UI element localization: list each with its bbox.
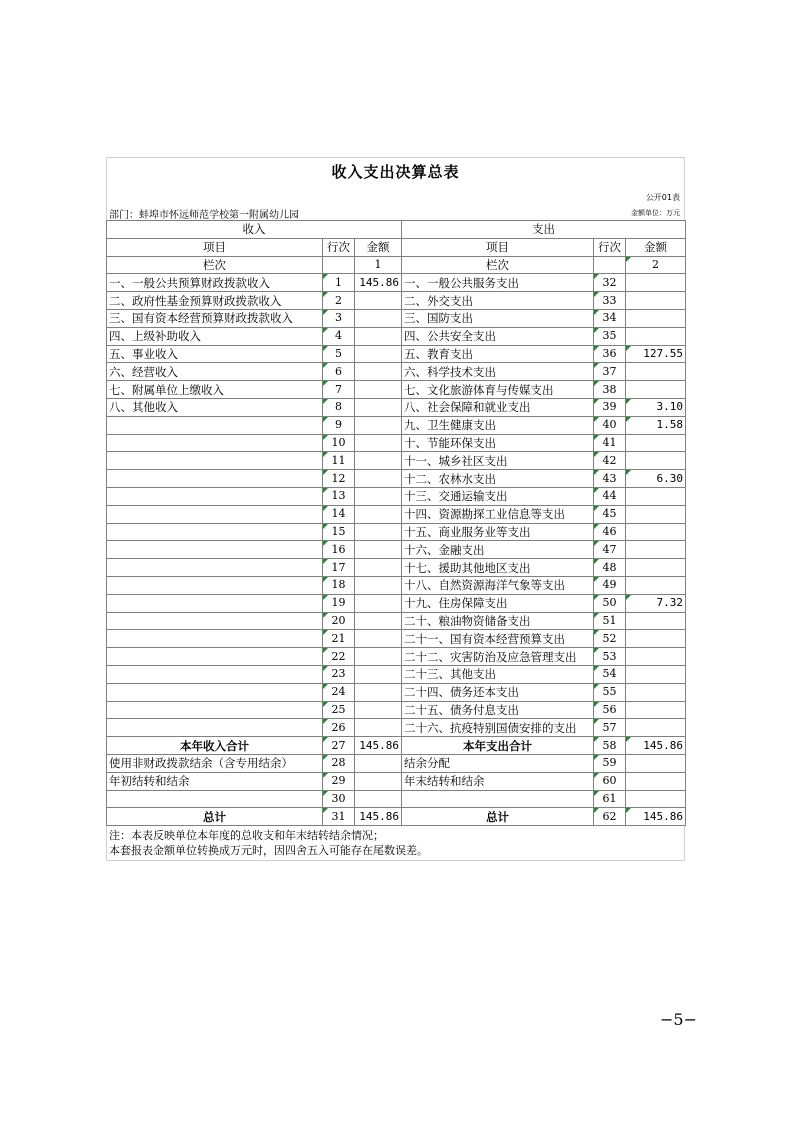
expense-amount-cell [626, 665, 686, 683]
income-amount-cell [355, 327, 402, 345]
income-amount-cell [355, 292, 402, 310]
expense-item-cell: 本年支出合计 [402, 737, 594, 755]
income-item-cell: 本年收入合计 [107, 737, 323, 755]
table-row [107, 683, 686, 701]
expense-column-label: 栏次 [402, 256, 594, 274]
expense-line-cell: 51 [594, 612, 626, 630]
income-amount-cell [355, 309, 402, 327]
expense-line-cell: 39 [594, 398, 626, 416]
income-item-cell: 二、政府性基金预算财政拨款收入 [107, 292, 323, 310]
income-line-cell: 13 [323, 487, 355, 505]
income-amount-cell [355, 398, 402, 416]
table-row [107, 470, 686, 488]
income-line-cell: 17 [323, 559, 355, 577]
income-item-cell [107, 576, 323, 594]
notes-block [106, 826, 685, 861]
income-line-cell: 19 [323, 594, 355, 612]
expense-line-cell: 55 [594, 683, 626, 701]
expense-amount-cell [626, 719, 686, 737]
expense-line-cell: 37 [594, 363, 626, 381]
table-row [107, 523, 686, 541]
income-amount-cell [355, 665, 402, 683]
expense-column-number: 2 [626, 256, 686, 274]
expense-line-cell: 45 [594, 505, 626, 523]
table-row [107, 434, 686, 452]
income-line-cell: 8 [323, 398, 355, 416]
income-item-cell [107, 701, 323, 719]
expense-item-cell: 二十二、灾害防治及应急管理支出 [402, 648, 594, 666]
income-line-cell: 9 [323, 416, 355, 434]
income-line-cell: 22 [323, 648, 355, 666]
income-amount-cell [355, 683, 402, 701]
expense-item-cell: 结余分配 [402, 754, 594, 772]
income-item-cell: 五、事业收入 [107, 345, 323, 363]
income-item-cell [107, 452, 323, 470]
table-row [107, 274, 686, 292]
section-header-row [107, 221, 686, 239]
expense-amount-cell [626, 648, 686, 666]
expense-amount-cell [626, 292, 686, 310]
income-line-cell: 27 [323, 737, 355, 755]
income-item-cell: 使用非财政拨款结余（含专用结余） [107, 754, 323, 772]
income-amount-cell [355, 381, 402, 399]
expense-item-cell: 十四、资源勘探工业信息等支出 [402, 505, 594, 523]
expense-amount-cell [626, 612, 686, 630]
income-line-cell: 29 [323, 772, 355, 790]
income-item-header: 项目 [107, 238, 323, 256]
expense-section-header: 支出 [402, 221, 686, 239]
table-row [107, 345, 686, 363]
expense-item-cell: 七、文化旅游体育与传媒支出 [402, 381, 594, 399]
expense-amount-cell [626, 630, 686, 648]
income-item-cell [107, 487, 323, 505]
income-line-cell: 16 [323, 541, 355, 559]
income-line-cell: 24 [323, 683, 355, 701]
table-row [107, 594, 686, 612]
table-row [107, 505, 686, 523]
income-amount-header: 金额 [355, 238, 402, 256]
income-line-cell: 3 [323, 309, 355, 327]
expense-amount-cell: 145.86 [626, 737, 686, 755]
expense-amount-cell [626, 452, 686, 470]
income-item-cell: 三、国有资本经营预算财政拨款收入 [107, 309, 323, 327]
table-code: 公开01表 [645, 193, 680, 202]
expense-line-cell: 48 [594, 559, 626, 577]
expense-amount-cell: 1.58 [626, 416, 686, 434]
income-amount-cell [355, 434, 402, 452]
table-row [107, 630, 686, 648]
table-row [107, 541, 686, 559]
income-item-cell [107, 470, 323, 488]
income-item-cell [107, 719, 323, 737]
expense-item-cell: 三、国防支出 [402, 309, 594, 327]
expense-amount-cell [626, 523, 686, 541]
income-item-cell [107, 523, 323, 541]
income-item-cell [107, 683, 323, 701]
income-amount-cell: 145.86 [355, 737, 402, 755]
expense-item-cell: 十六、金融支出 [402, 541, 594, 559]
expense-item-cell: 十二、农林水支出 [402, 470, 594, 488]
expense-amount-cell [626, 576, 686, 594]
income-line-cell: 23 [323, 665, 355, 683]
report-title: 收入支出决算总表 [106, 157, 685, 184]
income-item-cell: 四、上级补助收入 [107, 327, 323, 345]
expense-item-header: 项目 [402, 238, 594, 256]
table-row [107, 398, 686, 416]
expense-amount-cell [626, 274, 686, 292]
expense-line-cell: 59 [594, 754, 626, 772]
income-amount-cell [355, 772, 402, 790]
income-item-cell [107, 541, 323, 559]
income-amount-cell [355, 541, 402, 559]
expense-line-cell: 49 [594, 576, 626, 594]
expense-amount-cell: 7.32 [626, 594, 686, 612]
table-row [107, 612, 686, 630]
expense-item-cell: 二十四、债务还本支出 [402, 683, 594, 701]
expense-item-cell: 九、卫生健康支出 [402, 416, 594, 434]
income-amount-cell [355, 576, 402, 594]
expense-line-cell: 61 [594, 790, 626, 808]
expense-item-cell: 十三、交通运输支出 [402, 487, 594, 505]
expense-item-cell: 十七、援助其他地区支出 [402, 559, 594, 577]
income-item-cell [107, 505, 323, 523]
expense-line-cell: 57 [594, 719, 626, 737]
expense-item-cell: 五、教育支出 [402, 345, 594, 363]
income-line-cell: 31 [323, 808, 355, 826]
income-line-cell: 18 [323, 576, 355, 594]
expense-item-cell: 四、公共安全支出 [402, 327, 594, 345]
column-header-row [107, 238, 686, 256]
expense-line-cell: 62 [594, 808, 626, 826]
expense-amount-cell [626, 772, 686, 790]
expense-line-cell: 46 [594, 523, 626, 541]
report-sheet [106, 157, 685, 861]
expense-amount-cell [626, 434, 686, 452]
department-row [106, 204, 685, 220]
unit-label: 金额单位：万元 [631, 209, 680, 217]
department-label: 部门：蚌埠市怀远师范学校第一附属幼儿园 [109, 210, 299, 221]
column-index-row [107, 256, 686, 274]
expense-amount-cell [626, 309, 686, 327]
income-item-cell [107, 416, 323, 434]
expense-line-cell: 32 [594, 274, 626, 292]
income-line-cell: 4 [323, 327, 355, 345]
income-item-cell: 年初结转和结余 [107, 772, 323, 790]
income-line-index [323, 256, 355, 274]
income-amount-cell [355, 648, 402, 666]
income-item-cell [107, 612, 323, 630]
table-row [107, 719, 686, 737]
income-item-cell: 一、一般公共预算财政拨款收入 [107, 274, 323, 292]
expense-amount-cell [626, 754, 686, 772]
income-amount-cell [355, 612, 402, 630]
table-row [107, 790, 686, 808]
income-line-cell: 21 [323, 630, 355, 648]
income-amount-cell [355, 719, 402, 737]
expense-line-cell: 56 [594, 701, 626, 719]
income-amount-cell [355, 505, 402, 523]
expense-line-cell: 53 [594, 648, 626, 666]
income-amount-cell [355, 345, 402, 363]
income-item-cell [107, 559, 323, 577]
expense-line-cell: 40 [594, 416, 626, 434]
expense-amount-cell [626, 790, 686, 808]
expense-item-cell: 二十、粮油物资储备支出 [402, 612, 594, 630]
income-line-header: 行次 [323, 238, 355, 256]
income-item-cell [107, 665, 323, 683]
table-row [107, 363, 686, 381]
meta-row [106, 184, 685, 204]
table-row [107, 665, 686, 683]
expense-line-cell: 34 [594, 309, 626, 327]
income-line-cell: 7 [323, 381, 355, 399]
expense-item-cell: 二、外交支出 [402, 292, 594, 310]
expense-amount-cell [626, 541, 686, 559]
expense-line-cell: 44 [594, 487, 626, 505]
expense-amount-cell: 3.10 [626, 398, 686, 416]
table-row [107, 327, 686, 345]
expense-line-cell: 38 [594, 381, 626, 399]
income-expense-table [106, 220, 686, 826]
income-line-cell: 6 [323, 363, 355, 381]
income-line-cell: 30 [323, 790, 355, 808]
expense-line-header: 行次 [594, 238, 626, 256]
income-amount-cell [355, 470, 402, 488]
expense-item-cell: 八、社会保障和就业支出 [402, 398, 594, 416]
expense-amount-cell [626, 363, 686, 381]
table-row [107, 648, 686, 666]
income-line-cell: 10 [323, 434, 355, 452]
expense-line-cell: 33 [594, 292, 626, 310]
expense-item-cell: 二十五、债务付息支出 [402, 701, 594, 719]
table-row [107, 754, 686, 772]
expense-line-cell: 52 [594, 630, 626, 648]
income-line-cell: 11 [323, 452, 355, 470]
income-amount-cell [355, 630, 402, 648]
income-column-label: 栏次 [107, 256, 323, 274]
expense-amount-cell: 127.55 [626, 345, 686, 363]
income-amount-cell [355, 523, 402, 541]
income-amount-cell [355, 594, 402, 612]
income-section-header: 收入 [107, 221, 402, 239]
income-line-cell: 12 [323, 470, 355, 488]
income-item-cell [107, 648, 323, 666]
expense-item-cell: 二十一、国有资本经营预算支出 [402, 630, 594, 648]
income-item-cell: 八、其他收入 [107, 398, 323, 416]
expense-item-cell: 十一、城乡社区支出 [402, 452, 594, 470]
expense-amount-cell: 6.30 [626, 470, 686, 488]
income-line-cell: 1 [323, 274, 355, 292]
expense-item-cell: 总计 [402, 808, 594, 826]
table-row [107, 381, 686, 399]
income-line-cell: 25 [323, 701, 355, 719]
expense-amount-cell [626, 487, 686, 505]
expense-item-cell: 十五、商业服务业等支出 [402, 523, 594, 541]
expense-item-cell: 十八、自然资源海洋气象等支出 [402, 576, 594, 594]
income-line-cell: 2 [323, 292, 355, 310]
income-item-cell: 总计 [107, 808, 323, 826]
income-column-number: 1 [355, 256, 402, 274]
table-row [107, 737, 686, 755]
expense-item-cell: 一、一般公共服务支出 [402, 274, 594, 292]
table-row [107, 576, 686, 594]
expense-amount-cell [626, 701, 686, 719]
expense-line-cell: 54 [594, 665, 626, 683]
expense-line-cell: 47 [594, 541, 626, 559]
income-amount-cell: 145.86 [355, 808, 402, 826]
expense-item-cell: 十、节能环保支出 [402, 434, 594, 452]
income-item-cell: 七、附属单位上缴收入 [107, 381, 323, 399]
income-amount-cell [355, 452, 402, 470]
income-amount-cell [355, 790, 402, 808]
expense-line-cell: 35 [594, 327, 626, 345]
note-line: 本套报表金额单位转换成万元时，因四舍五入可能存在尾数误差。 [109, 844, 428, 858]
expense-item-cell: 六、科学技术支出 [402, 363, 594, 381]
table-row [107, 772, 686, 790]
income-item-cell [107, 630, 323, 648]
expense-line-index [594, 256, 626, 274]
income-amount-cell [355, 701, 402, 719]
expense-item-cell: 十九、住房保障支出 [402, 594, 594, 612]
income-item-cell [107, 790, 323, 808]
page-number: −5− [660, 1010, 697, 1029]
note-line: 注：本表反映单位本年度的总收支和年末结转结余情况； [109, 829, 384, 843]
expense-item-cell [402, 790, 594, 808]
table-row [107, 452, 686, 470]
expense-line-cell: 41 [594, 434, 626, 452]
table-row [107, 292, 686, 310]
income-line-cell: 28 [323, 754, 355, 772]
income-item-cell [107, 434, 323, 452]
table-row [107, 487, 686, 505]
table-row [107, 309, 686, 327]
expense-amount-cell [626, 683, 686, 701]
expense-line-cell: 42 [594, 452, 626, 470]
income-amount-cell [355, 416, 402, 434]
table-row [107, 416, 686, 434]
expense-amount-cell [626, 327, 686, 345]
expense-line-cell: 60 [594, 772, 626, 790]
expense-amount-cell [626, 559, 686, 577]
expense-line-cell: 58 [594, 737, 626, 755]
expense-amount-cell [626, 505, 686, 523]
expense-item-cell: 二十三、其他支出 [402, 665, 594, 683]
income-amount-cell [355, 363, 402, 381]
income-line-cell: 26 [323, 719, 355, 737]
expense-item-cell: 二十六、抗疫特别国债安排的支出 [402, 719, 594, 737]
income-line-cell: 20 [323, 612, 355, 630]
income-amount-cell [355, 754, 402, 772]
income-line-cell: 14 [323, 505, 355, 523]
table-row [107, 701, 686, 719]
expense-item-cell: 年末结转和结余 [402, 772, 594, 790]
income-item-cell [107, 594, 323, 612]
expense-line-cell: 50 [594, 594, 626, 612]
income-amount-cell [355, 487, 402, 505]
income-item-cell: 六、经营收入 [107, 363, 323, 381]
expense-line-cell: 43 [594, 470, 626, 488]
table-row [107, 808, 686, 826]
income-line-cell: 5 [323, 345, 355, 363]
income-line-cell: 15 [323, 523, 355, 541]
expense-amount-cell [626, 381, 686, 399]
expense-amount-cell: 145.86 [626, 808, 686, 826]
table-row [107, 559, 686, 577]
income-amount-cell [355, 559, 402, 577]
expense-line-cell: 36 [594, 345, 626, 363]
expense-amount-header: 金额 [626, 238, 686, 256]
income-amount-cell: 145.86 [355, 274, 402, 292]
